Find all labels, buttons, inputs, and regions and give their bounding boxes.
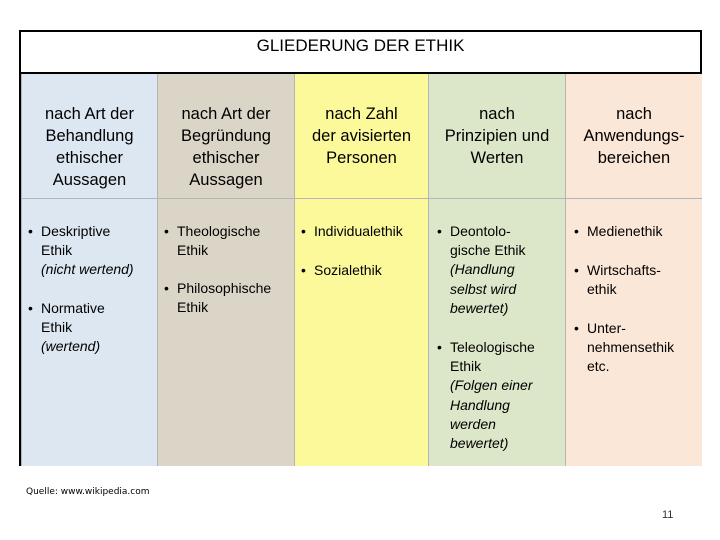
bullet-icon: • (301, 223, 306, 239)
item-name: Medienethik (587, 223, 663, 239)
list-item (164, 222, 292, 260)
column-begruendung (157, 74, 294, 466)
list-item (574, 261, 701, 299)
column-heading (429, 74, 565, 198)
column-personen (294, 74, 428, 466)
item-name: Deskriptive Ethik (41, 223, 111, 259)
bullet-icon: • (28, 300, 33, 316)
item-name: Individualethik (314, 223, 403, 239)
item-name: Theologische Ethik (177, 223, 261, 259)
list-item (28, 222, 156, 280)
table-title: GLIEDERUNG DER ETHIK (21, 32, 700, 74)
bullet-icon: • (437, 223, 442, 239)
column-body (566, 198, 702, 375)
list-item (301, 222, 427, 241)
item-name: Deontolo- gische Ethik (450, 223, 526, 259)
column-body (295, 198, 428, 278)
source-note: Quelle: www.wikipedia.com (26, 487, 150, 497)
bullet-icon: • (574, 262, 579, 278)
column-heading (22, 74, 157, 198)
list-item (301, 261, 427, 280)
column-heading (566, 74, 702, 198)
item-note: (nicht wertend) (41, 261, 134, 278)
item-name: Wirtschafts- ethik (587, 262, 661, 298)
column-heading (158, 74, 294, 198)
bullet-icon: • (164, 280, 169, 296)
list-item (28, 299, 156, 357)
column-heading-text: nach Anwendungs- bereichen (583, 105, 685, 167)
bullet-icon: • (301, 262, 306, 278)
column-body (158, 198, 294, 316)
list-item (574, 319, 701, 377)
item-note: (wertend) (41, 338, 101, 355)
bullet-icon: • (437, 339, 442, 355)
page-number: 11 (662, 509, 674, 521)
bullet-icon: • (164, 223, 169, 239)
column-heading (295, 74, 428, 198)
ethics-outline-table (19, 30, 702, 466)
item-note: (Folgen einer Handlung werden bewertet) (450, 377, 533, 452)
item-name: Philosophische Ethik (177, 280, 272, 316)
column-heading-text: nach Zahl der avisierten Personen (311, 105, 412, 167)
item-name: Sozialethik (314, 262, 382, 278)
column-heading-text: nach Art der Begründung ethischer Aussagen (181, 105, 271, 189)
item-name: Normative Ethik (41, 300, 105, 336)
column-heading-text: nach Art der Behandlung ethischer Aussagen (45, 105, 134, 189)
column-body (429, 198, 565, 452)
column-body (22, 198, 157, 355)
column-heading-text: nach Prinzipien und Werten (444, 105, 550, 167)
list-item (437, 338, 564, 453)
list-item (574, 222, 701, 241)
item-name: Unter- nehmensethik etc. (587, 320, 675, 375)
item-note: (Handlung selbst wird bewertet) (450, 261, 517, 316)
list-item (164, 279, 292, 317)
column-prinzipien (428, 74, 565, 466)
bullet-icon: • (574, 223, 579, 239)
column-anwendungsbereiche (565, 74, 702, 466)
item-name: Teleologische Ethik (450, 339, 535, 375)
bullet-icon: • (574, 320, 579, 336)
column-behandlung (21, 74, 157, 466)
list-item (437, 222, 564, 318)
bullet-icon: • (28, 223, 33, 239)
